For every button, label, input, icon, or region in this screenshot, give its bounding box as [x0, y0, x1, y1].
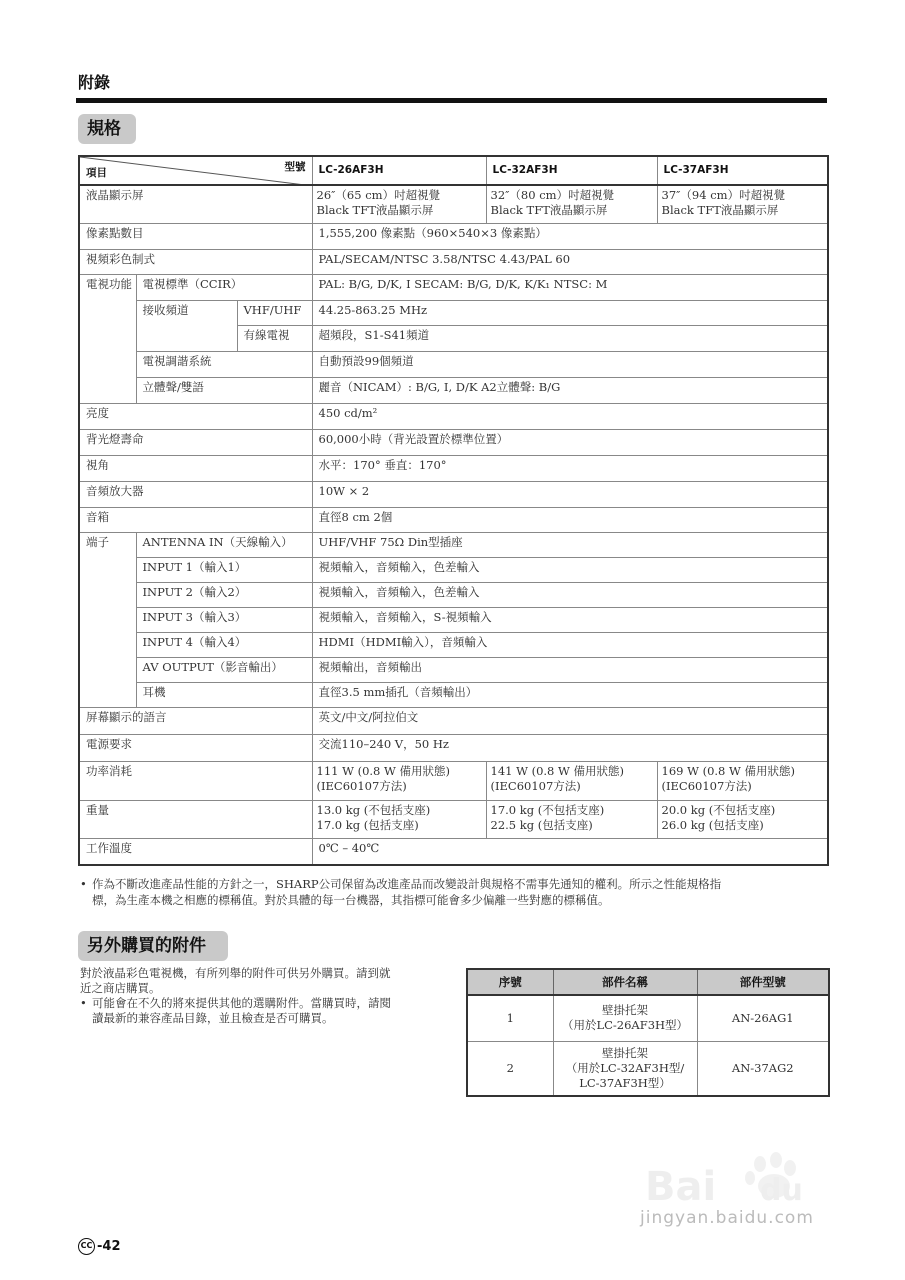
- row-label: 視頻彩色制式: [79, 249, 312, 274]
- power-value-2a: 141 W (0.8 W 備用狀態): [490, 763, 624, 778]
- table-row: [467, 1041, 829, 1096]
- spec-row-brightness: [79, 403, 828, 429]
- accessories-bullet: [80, 996, 442, 1026]
- row-label: 液晶顯示屏: [79, 185, 312, 223]
- row-label: 屏幕顯示的語言: [79, 707, 312, 734]
- header-model-2: LC-32AF3H: [486, 156, 657, 185]
- terminal-value: UHF/VHF 75Ω Din型插座: [312, 532, 828, 557]
- row-label: 電視調諧系統: [136, 351, 312, 377]
- receiving-channel-label: 接收頻道: [136, 300, 237, 351]
- row-value: 10W × 2: [312, 481, 828, 507]
- spec-table: [78, 155, 829, 866]
- spec-row-lcd: [79, 185, 828, 223]
- spec-row-terminal: [79, 582, 828, 607]
- part-number: 2: [467, 1041, 553, 1096]
- row-value: 450 cd/m²: [312, 403, 828, 429]
- spec-row-speaker: [79, 507, 828, 532]
- power-value-2b: (IEC60107方法): [490, 778, 581, 793]
- power-value-1b: (IEC60107方法): [316, 778, 407, 793]
- spec-row-weight: [79, 800, 828, 838]
- part-name-line: LC-37AF3H型）: [579, 1075, 671, 1090]
- row-label: 視角: [79, 455, 312, 481]
- spec-row-terminal: [79, 557, 828, 582]
- header-model-label: 型號: [284, 161, 306, 173]
- row-label: 亮度: [79, 403, 312, 429]
- page-footer: [78, 1238, 121, 1255]
- bullet-line: 讀最新的兼容產品目錄，並且檢查是否可購買。: [92, 1011, 334, 1025]
- spec-header-row: [79, 156, 828, 185]
- row-label: 電源要求: [79, 734, 312, 761]
- spec-header-item-model: [79, 156, 312, 185]
- accessories-header-row: [467, 969, 829, 995]
- terminal-value: 視頻輸出，音頻輸出: [312, 657, 828, 682]
- row-label: 背光燈壽命: [79, 429, 312, 455]
- terminal-name: AV OUTPUT（影音輸出）: [136, 657, 312, 682]
- row-value: 0℃ – 40℃: [312, 838, 828, 865]
- part-model: AN-37AG2: [697, 1041, 829, 1096]
- row-value: 自動預設99個頻道: [312, 351, 828, 377]
- page-section-title: 附錄: [78, 73, 111, 92]
- terminals-label: 端子: [79, 532, 136, 707]
- row-label: 重量: [79, 800, 312, 838]
- terminal-value: 直徑3.5 mm插孔（音頻輸出）: [312, 682, 828, 707]
- row-label: 像素點數目: [79, 223, 312, 249]
- svg-text:du: du: [760, 1173, 803, 1208]
- row-label: 音箱: [79, 507, 312, 532]
- header-part-model: 部件型號: [697, 969, 829, 995]
- accessories-table: [466, 968, 830, 1097]
- cc-icon: CC: [78, 1238, 95, 1255]
- row-label: 功率消耗: [79, 761, 312, 800]
- row-label: 有線電視: [237, 325, 312, 351]
- row-value: 直徑8 cm 2個: [312, 507, 828, 532]
- power-value-3b: (IEC60107方法): [661, 778, 752, 793]
- spec-row-terminal: [79, 682, 828, 707]
- header-number: 序號: [467, 969, 553, 995]
- intro-line: 對於液晶彩色電視機，有所列舉的附件可供另外購買。請到就: [80, 966, 391, 980]
- spec-row-tv-standard: [79, 274, 828, 300]
- header-rule: [76, 98, 827, 103]
- page-number: -42: [97, 1239, 121, 1254]
- row-value: 超頻段，S1-S41頻道: [312, 325, 828, 351]
- terminal-value: HDMI（HDMI輸入），音頻輸入: [312, 632, 828, 657]
- footnote-line: 作為不斷改進產品性能的方針之一，SHARP公司保留為改進產品而改變設計與規格不需事先通知的權利。所示之性能規格指: [92, 877, 722, 891]
- row-value: 英文/中文/阿拉伯文: [312, 707, 828, 734]
- row-value: PAL: B/G, D/K, I SECAM: B/G, D/K, K/K₁ NTSC: M: [312, 274, 828, 300]
- lcd-value-1a: 26″（65 cm）吋超視覺: [316, 188, 441, 202]
- spec-row-stereo: [79, 377, 828, 403]
- part-name-line: （用於LC-32AF3H型/: [565, 1060, 685, 1075]
- header-part-name: 部件名稱: [553, 969, 697, 995]
- row-value: 44.25-863.25 MHz: [312, 300, 828, 325]
- weight-value-2a: 17.0 kg (不包括支座): [490, 802, 605, 817]
- watermark-url: jingyan.baidu.com: [640, 1208, 814, 1228]
- svg-text:Bai: Bai: [645, 1164, 717, 1210]
- accessories-section-heading: 另外購買的附件: [78, 931, 228, 961]
- row-value: 1,555,200 像素點（960×540×3 像素點）: [312, 223, 828, 249]
- part-model: AN-26AG1: [697, 995, 829, 1041]
- terminal-name: INPUT 2（輸入2）: [136, 582, 312, 607]
- spec-row-terminal: [79, 607, 828, 632]
- part-name-line: （用於LC-26AF3H型）: [561, 1018, 689, 1033]
- spec-row-osd-language: [79, 707, 828, 734]
- lcd-value-1b: Black TFT液晶顯示屏: [316, 203, 434, 217]
- row-value: 水平：170° 垂直：170°: [312, 455, 828, 481]
- header-model-1: LC-26AF3H: [312, 156, 486, 185]
- lcd-value-2b: Black TFT液晶顯示屏: [490, 203, 608, 217]
- row-value: 麗音（NICAM）: B/G, I, D/K A2立體聲: B/G: [312, 377, 828, 403]
- bullet-mark: •: [80, 877, 87, 891]
- baidu-watermark-logo: [640, 1150, 850, 1260]
- weight-value-2b: 22.5 kg (包括支座): [490, 817, 593, 832]
- header-diagonal-line: [80, 157, 312, 185]
- header-item-label: 項目: [86, 167, 107, 179]
- bullet-line: 可能會在不久的將來提供其他的選購附件。當購買時，請閱: [92, 996, 391, 1010]
- terminal-value: 視頻輸入，音頻輸入，色差輸入: [312, 557, 828, 582]
- spec-row-viewing-angle: [79, 455, 828, 481]
- terminal-value: 視頻輸入，音頻輸入，色差輸入: [312, 582, 828, 607]
- row-label: 工作溫度: [79, 838, 312, 865]
- weight-value-3a: 20.0 kg (不包括支座): [661, 802, 776, 817]
- header-model-3: LC-37AF3H: [657, 156, 828, 185]
- spec-row-color-system: [79, 249, 828, 274]
- spec-row-temperature: [79, 838, 828, 865]
- terminal-name: INPUT 4（輸入4）: [136, 632, 312, 657]
- accessories-description: [80, 966, 442, 1026]
- intro-line: 近之商店購買。: [80, 981, 161, 995]
- bullet-mark: •: [80, 996, 87, 1010]
- terminal-name: INPUT 3（輸入3）: [136, 607, 312, 632]
- weight-value-3b: 26.0 kg (包括支座): [661, 817, 764, 832]
- row-value: PAL/SECAM/NTSC 3.58/NTSC 4.43/PAL 60: [312, 249, 828, 274]
- spec-row-terminal: [79, 657, 828, 682]
- spec-row-power-consumption: [79, 761, 828, 800]
- tv-function-label: 電視功能: [79, 274, 136, 403]
- row-label: 立體聲/雙語: [136, 377, 312, 403]
- footnote-line: 標，為生產本機之相應的標稱值。對於具體的每一台機器，其指標可能會多少偏離一些對應的標稱值。: [92, 893, 610, 907]
- row-label: VHF/UHF: [237, 300, 312, 325]
- spec-row-terminal: [79, 532, 828, 557]
- weight-value-1a: 13.0 kg (不包括支座): [316, 802, 431, 817]
- spec-row-pixels: [79, 223, 828, 249]
- lcd-value-3b: Black TFT液晶顯示屏: [661, 203, 779, 217]
- terminal-value: 視頻輸入，音頻輸入，S-視頻輸入: [312, 607, 828, 632]
- terminal-name: INPUT 1（輸入1）: [136, 557, 312, 582]
- spec-row-amplifier: [79, 481, 828, 507]
- power-value-1a: 111 W (0.8 W 備用狀態): [316, 763, 450, 778]
- spec-row-vhf: [79, 300, 828, 325]
- power-value-3a: 169 W (0.8 W 備用狀態): [661, 763, 795, 778]
- row-label: 音頻放大器: [79, 481, 312, 507]
- spec-row-terminal: [79, 632, 828, 657]
- terminal-name: ANTENNA IN（天線輸入）: [136, 532, 312, 557]
- weight-value-1b: 17.0 kg (包括支座): [316, 817, 419, 832]
- part-name-line: 壁掛托架: [602, 1045, 648, 1060]
- terminal-name: 耳機: [136, 682, 312, 707]
- spec-section-heading: 規格: [78, 114, 136, 144]
- lcd-value-3a: 37″（94 cm）吋超視覺: [661, 188, 786, 202]
- spec-row-power-req: [79, 734, 828, 761]
- part-name-line: 壁掛托架: [602, 1003, 648, 1018]
- row-value: 交流110–240 V，50 Hz: [312, 734, 828, 761]
- row-value: 60,000小時（背光設置於標準位置）: [312, 429, 828, 455]
- lcd-value-2a: 32″（80 cm）吋超視覺: [490, 188, 615, 202]
- row-label: 電視標準（CCIR）: [136, 274, 312, 300]
- spec-row-tuning: [79, 351, 828, 377]
- table-row: [467, 995, 829, 1041]
- part-number: 1: [467, 995, 553, 1041]
- spec-row-backlight: [79, 429, 828, 455]
- spec-footnote: [80, 876, 828, 908]
